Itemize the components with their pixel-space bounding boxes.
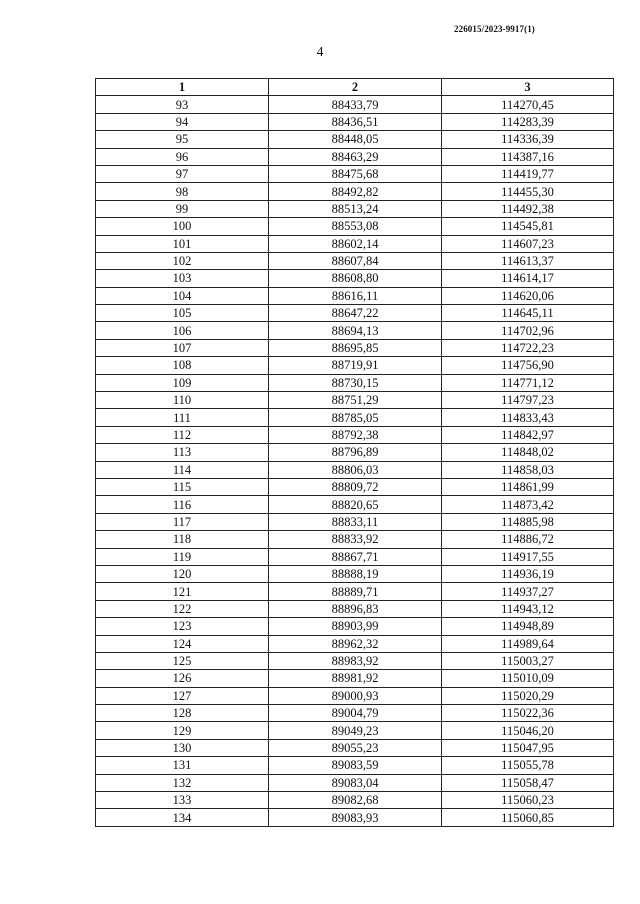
x-coordinate-cell: 88903,99: [269, 618, 442, 635]
point-number-cell: 133: [96, 792, 269, 809]
point-number-cell: 122: [96, 600, 269, 617]
y-coordinate-cell: 114989,64: [442, 635, 614, 652]
y-coordinate-cell: 115020,29: [442, 687, 614, 704]
table-row: [96, 687, 614, 704]
table-row: [96, 305, 614, 322]
y-coordinate-cell: 114620,06: [442, 287, 614, 304]
y-coordinate-cell: 114607,23: [442, 235, 614, 252]
x-coordinate-cell: 89055,23: [269, 739, 442, 756]
y-coordinate-cell: 115003,27: [442, 652, 614, 669]
x-coordinate-cell: 88433,79: [269, 96, 442, 113]
point-number-cell: 111: [96, 409, 269, 426]
x-coordinate-cell: 88730,15: [269, 374, 442, 391]
y-coordinate-cell: 114943,12: [442, 600, 614, 617]
point-number-cell: 101: [96, 235, 269, 252]
point-number-cell: 102: [96, 252, 269, 269]
table-row: [96, 809, 614, 826]
x-coordinate-cell: 88553,08: [269, 218, 442, 235]
x-coordinate-cell: 88820,65: [269, 496, 442, 513]
y-coordinate-cell: 114645,11: [442, 305, 614, 322]
table-header-row: [96, 79, 614, 96]
x-coordinate-cell: 88751,29: [269, 392, 442, 409]
point-number-cell: 107: [96, 339, 269, 356]
table-row: [96, 287, 614, 304]
x-coordinate-cell: 88602,14: [269, 235, 442, 252]
x-coordinate-cell: 88888,19: [269, 565, 442, 582]
y-coordinate-cell: 114861,99: [442, 478, 614, 495]
x-coordinate-cell: 88513,24: [269, 200, 442, 217]
table-row: [96, 618, 614, 635]
y-coordinate-cell: 115047,95: [442, 739, 614, 756]
point-number-cell: 93: [96, 96, 269, 113]
table-row: [96, 270, 614, 287]
table-row: [96, 513, 614, 530]
point-number-cell: 105: [96, 305, 269, 322]
y-coordinate-cell: 115010,09: [442, 670, 614, 687]
point-number-cell: 100: [96, 218, 269, 235]
table-row: [96, 322, 614, 339]
y-coordinate-cell: 114873,42: [442, 496, 614, 513]
point-number-cell: 119: [96, 548, 269, 565]
table-row: [96, 600, 614, 617]
y-coordinate-cell: 114270,45: [442, 96, 614, 113]
y-coordinate-cell: 115060,85: [442, 809, 614, 826]
point-number-cell: 129: [96, 722, 269, 739]
x-coordinate-cell: 88796,89: [269, 444, 442, 461]
x-coordinate-cell: 89083,59: [269, 757, 442, 774]
point-number-cell: 131: [96, 757, 269, 774]
y-coordinate-cell: 114842,97: [442, 426, 614, 443]
y-coordinate-cell: 114886,72: [442, 531, 614, 548]
y-coordinate-cell: 115055,78: [442, 757, 614, 774]
x-coordinate-cell: 88492,82: [269, 183, 442, 200]
point-number-cell: 106: [96, 322, 269, 339]
x-coordinate-cell: 88694,13: [269, 322, 442, 339]
table-row: [96, 722, 614, 739]
table-row: [96, 165, 614, 182]
x-coordinate-cell: 88896,83: [269, 600, 442, 617]
table-row: [96, 131, 614, 148]
x-coordinate-cell: 88475,68: [269, 165, 442, 182]
coordinates-table: [95, 78, 614, 827]
table-row: [96, 409, 614, 426]
y-coordinate-cell: 114936,19: [442, 565, 614, 582]
y-coordinate-cell: 114722,23: [442, 339, 614, 356]
table-row: [96, 461, 614, 478]
x-coordinate-cell: 88695,85: [269, 339, 442, 356]
point-number-cell: 104: [96, 287, 269, 304]
x-coordinate-cell: 89083,93: [269, 809, 442, 826]
table-row: [96, 148, 614, 165]
point-number-cell: 112: [96, 426, 269, 443]
point-number-cell: 108: [96, 357, 269, 374]
table-body: [96, 96, 614, 826]
table-row: [96, 339, 614, 356]
x-coordinate-cell: 89004,79: [269, 705, 442, 722]
page-number: 4: [316, 45, 324, 60]
y-coordinate-cell: 114336,39: [442, 131, 614, 148]
table-row: [96, 739, 614, 756]
x-coordinate-cell: 88792,38: [269, 426, 442, 443]
y-coordinate-cell: 114848,02: [442, 444, 614, 461]
y-coordinate-cell: 114419,77: [442, 165, 614, 182]
column-header-x: 2: [269, 79, 442, 96]
table-row: [96, 200, 614, 217]
point-number-cell: 109: [96, 374, 269, 391]
point-number-cell: 110: [96, 392, 269, 409]
x-coordinate-cell: 88806,03: [269, 461, 442, 478]
point-number-cell: 97: [96, 165, 269, 182]
x-coordinate-cell: 89083,04: [269, 774, 442, 791]
x-coordinate-cell: 88647,22: [269, 305, 442, 322]
table-row: [96, 392, 614, 409]
point-number-cell: 123: [96, 618, 269, 635]
table-row: [96, 757, 614, 774]
point-number-cell: 103: [96, 270, 269, 287]
point-number-cell: 114: [96, 461, 269, 478]
x-coordinate-cell: 88436,51: [269, 113, 442, 130]
y-coordinate-cell: 114771,12: [442, 374, 614, 391]
point-number-cell: 128: [96, 705, 269, 722]
point-number-cell: 124: [96, 635, 269, 652]
point-number-cell: 121: [96, 583, 269, 600]
x-coordinate-cell: 88981,92: [269, 670, 442, 687]
point-number-cell: 118: [96, 531, 269, 548]
table-row: [96, 113, 614, 130]
x-coordinate-cell: 88608,80: [269, 270, 442, 287]
point-number-cell: 99: [96, 200, 269, 217]
point-number-cell: 134: [96, 809, 269, 826]
y-coordinate-cell: 115060,23: [442, 792, 614, 809]
x-coordinate-cell: 89082,68: [269, 792, 442, 809]
table-row: [96, 705, 614, 722]
x-coordinate-cell: 88833,92: [269, 531, 442, 548]
point-number-cell: 98: [96, 183, 269, 200]
y-coordinate-cell: 114614,17: [442, 270, 614, 287]
x-coordinate-cell: 88607,84: [269, 252, 442, 269]
table-row: [96, 565, 614, 582]
table-row: [96, 218, 614, 235]
table-row: [96, 357, 614, 374]
table-row: [96, 478, 614, 495]
x-coordinate-cell: 88867,71: [269, 548, 442, 565]
x-coordinate-cell: 88962,32: [269, 635, 442, 652]
y-coordinate-cell: 114545,81: [442, 218, 614, 235]
point-number-cell: 113: [96, 444, 269, 461]
x-coordinate-cell: 88889,71: [269, 583, 442, 600]
y-coordinate-cell: 114858,03: [442, 461, 614, 478]
y-coordinate-cell: 114917,55: [442, 548, 614, 565]
point-number-cell: 96: [96, 148, 269, 165]
table-row: [96, 531, 614, 548]
table-row: [96, 792, 614, 809]
table-row: [96, 183, 614, 200]
y-coordinate-cell: 114702,96: [442, 322, 614, 339]
y-coordinate-cell: 114283,39: [442, 113, 614, 130]
x-coordinate-cell: 88983,92: [269, 652, 442, 669]
point-number-cell: 116: [96, 496, 269, 513]
point-number-cell: 132: [96, 774, 269, 791]
x-coordinate-cell: 88616,11: [269, 287, 442, 304]
x-coordinate-cell: 88833,11: [269, 513, 442, 530]
table-row: [96, 496, 614, 513]
table-row: [96, 635, 614, 652]
point-number-cell: 125: [96, 652, 269, 669]
x-coordinate-cell: 88785,05: [269, 409, 442, 426]
point-number-cell: 94: [96, 113, 269, 130]
point-number-cell: 130: [96, 739, 269, 756]
y-coordinate-cell: 115022,36: [442, 705, 614, 722]
y-coordinate-cell: 114387,16: [442, 148, 614, 165]
point-number-cell: 95: [96, 131, 269, 148]
table-row: [96, 583, 614, 600]
table-row: [96, 548, 614, 565]
table-row: [96, 374, 614, 391]
point-number-cell: 126: [96, 670, 269, 687]
y-coordinate-cell: 114885,98: [442, 513, 614, 530]
x-coordinate-cell: 88463,29: [269, 148, 442, 165]
y-coordinate-cell: 114797,23: [442, 392, 614, 409]
column-header-number: 1: [96, 79, 269, 96]
y-coordinate-cell: 114455,30: [442, 183, 614, 200]
y-coordinate-cell: 115046,20: [442, 722, 614, 739]
table-row: [96, 652, 614, 669]
x-coordinate-cell: 88809,72: [269, 478, 442, 495]
y-coordinate-cell: 115058,47: [442, 774, 614, 791]
y-coordinate-cell: 114613,37: [442, 252, 614, 269]
point-number-cell: 120: [96, 565, 269, 582]
table-row: [96, 774, 614, 791]
table-row: [96, 426, 614, 443]
table-row: [96, 670, 614, 687]
y-coordinate-cell: 114948,89: [442, 618, 614, 635]
y-coordinate-cell: 114833,43: [442, 409, 614, 426]
document-id: 226015/2023-9917(1): [454, 24, 535, 34]
x-coordinate-cell: 88719,91: [269, 357, 442, 374]
point-number-cell: 115: [96, 478, 269, 495]
table-row: [96, 235, 614, 252]
point-number-cell: 117: [96, 513, 269, 530]
point-number-cell: 127: [96, 687, 269, 704]
x-coordinate-cell: 89049,23: [269, 722, 442, 739]
table-row: [96, 444, 614, 461]
y-coordinate-cell: 114492,38: [442, 200, 614, 217]
table-row: [96, 96, 614, 113]
y-coordinate-cell: 114937,27: [442, 583, 614, 600]
x-coordinate-cell: 88448,05: [269, 131, 442, 148]
table-row: [96, 252, 614, 269]
column-header-y: 3: [442, 79, 614, 96]
x-coordinate-cell: 89000,93: [269, 687, 442, 704]
y-coordinate-cell: 114756,90: [442, 357, 614, 374]
